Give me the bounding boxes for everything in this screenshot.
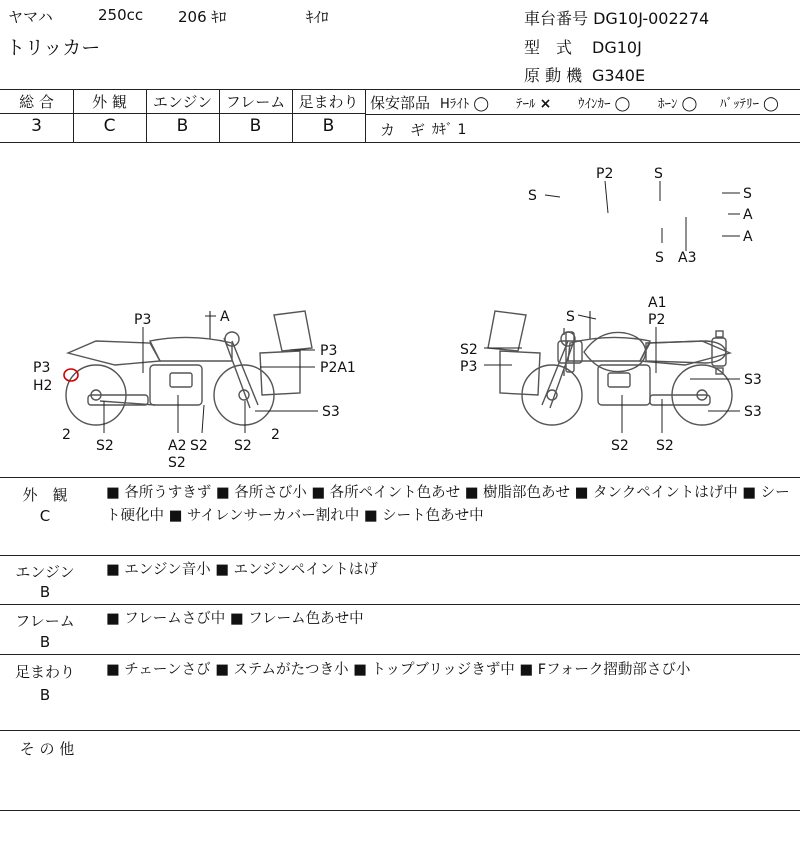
diagram-label: H2	[33, 378, 53, 394]
grade-label-engine: エンジン	[152, 93, 213, 111]
section-grade-engine: B	[39, 583, 51, 601]
diagram-label: S2	[190, 438, 208, 454]
top-view-bike	[558, 328, 726, 376]
engine-value: G340E	[592, 66, 646, 85]
grade-label-frame: フレーム	[225, 93, 286, 111]
diagram-label: P3	[320, 343, 338, 359]
safety-item-status: ×	[539, 96, 552, 112]
diagram-label: S	[743, 186, 752, 202]
diagram-label: P2	[648, 312, 666, 328]
diagram-label: S2	[611, 438, 629, 454]
diagram-label: S	[528, 188, 537, 204]
right-side-bike	[488, 311, 732, 425]
safety-item-headlight	[440, 93, 489, 112]
mileage-unit: ｷﾛ	[211, 8, 227, 26]
safety-item-tail	[516, 93, 551, 112]
engine-row	[524, 63, 645, 86]
divider	[0, 555, 800, 556]
section-text-exterior: ■ 各所うすきず ■ 各所さび小 ■ 各所ペイント色あせ ■ 樹脂部色あせ ■ タンクペイントはげ中 ■ シート硬化中 ■ サイレンサーカバー割れ中 ■ シート色あせ中	[106, 485, 790, 524]
grade-suspension: B	[322, 116, 335, 136]
divider	[365, 114, 800, 115]
frame-no-label: 車台番号	[524, 9, 589, 28]
frame-no-row	[524, 6, 709, 29]
divider	[0, 604, 800, 605]
safety-label: 保安部品	[370, 94, 431, 112]
divider	[0, 113, 365, 114]
grade-label-exterior: 外 観	[92, 93, 127, 111]
type-label: 型 式	[524, 38, 573, 57]
type-row	[524, 35, 642, 58]
diagram-label: 2	[62, 427, 71, 443]
engine-label: 原 動 機	[524, 66, 583, 85]
diagram-label: S2	[96, 438, 114, 454]
grade-label-overall: 総 合	[19, 93, 54, 111]
model-name: トリッカー	[6, 37, 101, 59]
section-grade-frame: B	[39, 633, 51, 651]
section-text-suspension: ■ チェーンさび ■ ステムがたつき小 ■ トップブリッジきず中 ■ Fフォーク摺動部さび小	[106, 662, 691, 678]
grade-overall: 3	[31, 116, 42, 136]
diagram-label: A3	[678, 250, 697, 266]
diagram-label: S3	[322, 404, 340, 420]
safety-item-status: ◯	[681, 96, 698, 112]
key-label: カ ギ	[380, 121, 426, 139]
section-label-other: そ の 他	[19, 740, 75, 758]
divider	[0, 477, 800, 478]
grade-label-suspension: 足まわり	[298, 93, 359, 111]
diagram-label: A	[743, 207, 753, 223]
divider	[0, 730, 800, 731]
section-label-engine: エンジン	[15, 563, 75, 581]
diagram-label: A	[743, 229, 753, 245]
divider	[0, 654, 800, 655]
key-value: ｶｷﾞ 1	[432, 122, 467, 138]
section-grade-exterior: C	[39, 507, 51, 525]
left-side-bike	[66, 311, 312, 425]
section-text-frame: ■ フレームさび中 ■ フレーム色あせ中	[106, 611, 364, 627]
section-label-exterior: 外 観	[22, 486, 68, 504]
safety-item-status: ◯	[763, 96, 779, 112]
diagram-label: P2A1	[320, 360, 356, 376]
safety-item-name: ﾎｰﾝ	[658, 97, 678, 112]
diagram-label: S2	[460, 342, 478, 358]
section-text-engine: ■ エンジン音小 ■ エンジンペイントはげ	[106, 562, 378, 578]
grade-engine: B	[176, 116, 189, 136]
divider	[0, 810, 800, 811]
grade-exterior: C	[103, 116, 116, 136]
mileage-value: 206	[178, 8, 207, 26]
safety-item-battery	[720, 93, 779, 112]
unit-label: ｷｲﾛ	[306, 8, 329, 26]
safety-item-name: ﾃｰﾙ	[516, 97, 536, 112]
diagram-label: S2	[234, 438, 252, 454]
diagram-label: A	[220, 309, 230, 325]
section-grade-suspension: B	[39, 686, 51, 704]
diagram-label: A1	[648, 295, 667, 311]
diagram-label: S	[566, 309, 575, 325]
safety-item-name: Hﾗｲﾄ	[440, 97, 470, 112]
diagram-label: S2	[656, 438, 674, 454]
safety-item-winker	[578, 93, 630, 112]
diagram-label: P3	[134, 312, 152, 328]
damage-diagram	[0, 143, 800, 477]
diagram-label: S3	[744, 372, 762, 388]
diagram-label: P3	[460, 359, 478, 375]
mileage	[178, 6, 226, 27]
divider	[365, 89, 366, 142]
diagram-label: S	[655, 250, 664, 266]
safety-item-horn	[658, 93, 697, 112]
section-label-frame: フレーム	[15, 612, 75, 630]
diagram-label: S	[654, 166, 663, 182]
safety-item-name: ﾊﾞｯﾃﾘｰ	[720, 97, 759, 112]
safety-item-status: ◯	[614, 96, 631, 112]
diagram-label: A2	[168, 438, 187, 454]
divider	[0, 89, 800, 90]
diagram-label: P2	[596, 166, 614, 182]
type-value: DG10J	[592, 38, 642, 57]
diagram-label: S2	[168, 455, 186, 471]
safety-item-name: ｳｲﾝｶｰ	[578, 97, 611, 112]
section-label-suspension: 足まわり	[14, 663, 75, 681]
displacement: 250cc	[98, 6, 144, 24]
frame-no-value: DG10J-002274	[593, 9, 710, 28]
diagram-label: S3	[744, 404, 762, 420]
safety-item-status: ◯	[473, 96, 490, 112]
grade-frame: B	[249, 116, 262, 136]
diagram-label: P3	[33, 360, 51, 376]
maker: ヤマハ	[8, 8, 53, 26]
diagram-label: 2	[271, 427, 280, 443]
